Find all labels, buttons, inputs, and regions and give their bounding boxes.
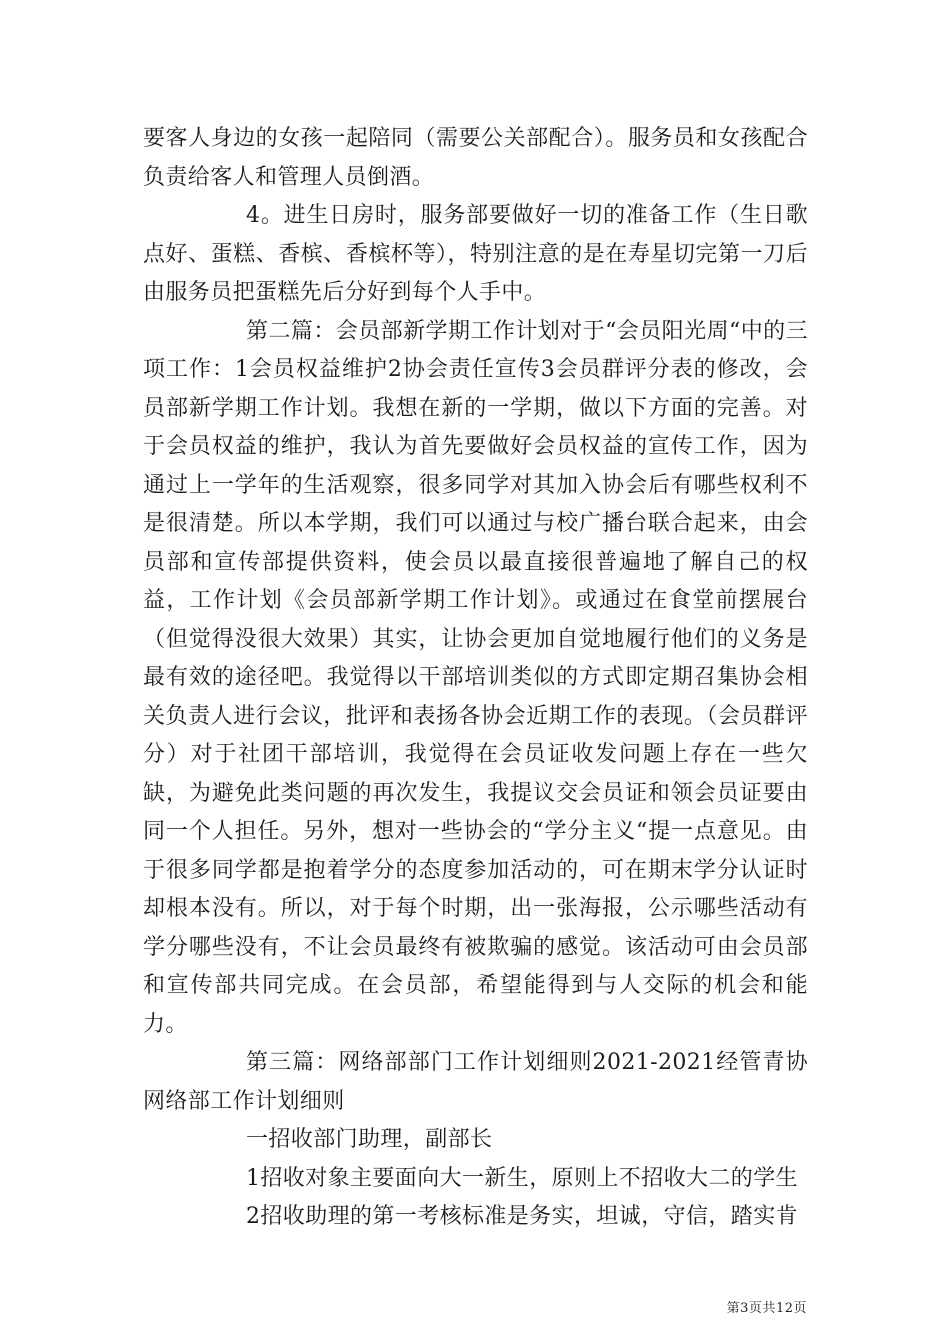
document-body: [143, 120, 808, 1237]
footer-middle: 页共: [748, 1301, 776, 1316]
paragraph-continuation: 要客人身边的女孩一起陪同（需要公关部配合）。服务员和女孩配合负责给客人和管理人员倒酒。: [143, 126, 808, 190]
paragraph-part-three-heading: 第三篇：网络部部门工作计划细则2021-2021经管青协网络部工作计划细则: [143, 1050, 808, 1114]
list-item-2: 2招收助理的第一考核标准是务实，坦诚，守信，踏实肯: [246, 1204, 798, 1229]
paragraph-part-two: 第二篇：会员部新学期工作计划对于“会员阳光周“中的三项工作：1会员权益维护2协会责任宣传3会员群评分表的修改，会员部新学期工作计划。我想在新的一学期，做以下方面的完善。对于会员权益的维护，我认为首先要做好会员权益的宣传工作，因为通过上一学年的生活观察，很多同学对其加入协会后有哪些权利不是很清楚。所以本学期，我们可以通过与校广播台联合起来，由会员部和宣传部提供资料，使会员以最直接很普遍地了解自己的权益，工作计划《会员部新学期工作计划》。或通过在食堂前摆展台（但觉得没很大效果）其实，让协会更加自觉地履行他们的义务是最有效的途径吧。我觉得以干部培训类似的方式即定期召集协会相关负责人进行会议，批评和表扬各协会近期工作的表现。（会员群评分）对于社团干部培训，我觉得在会员证收发问题上存在一些欠缺，为避免此类问题的再次发生，我提议交会员证和领会员证要由同一个人担任。另外，想对一些协会的“学分主义“提一点意见。由于很多同学都是抱着学分的态度参加活动的，可在期末学分认证时却根本没有。所以，对于每个时期，出一张海报，公示哪些活动有学分哪些没有，不让会员最终有被欺骗的感觉。该活动可由会员部和宣传部共同完成。在会员部，希望能得到与人交际的机会和能力。: [143, 318, 808, 1037]
footer-total-pages: 12: [775, 1301, 794, 1316]
footer-suffix: 页: [793, 1301, 807, 1316]
footer-page-number: 3: [740, 1301, 749, 1316]
paragraph-item-4: 4。进生日房时，服务部要做好一切的准备工作（生日歌点好、蛋糕、香槟、香槟杯等），特别注意的是在寿星切完第一刀后由服务员把蛋糕先后分好到每个人手中。: [143, 203, 808, 305]
footer-prefix: 第: [726, 1301, 741, 1316]
list-item-1: 1招收对象主要面向大一新生，原则上不招收大二的学生: [246, 1165, 798, 1191]
page-footer: [727, 1297, 807, 1316]
section-heading-recruit: 一招收部门助理，副部长: [246, 1127, 493, 1152]
